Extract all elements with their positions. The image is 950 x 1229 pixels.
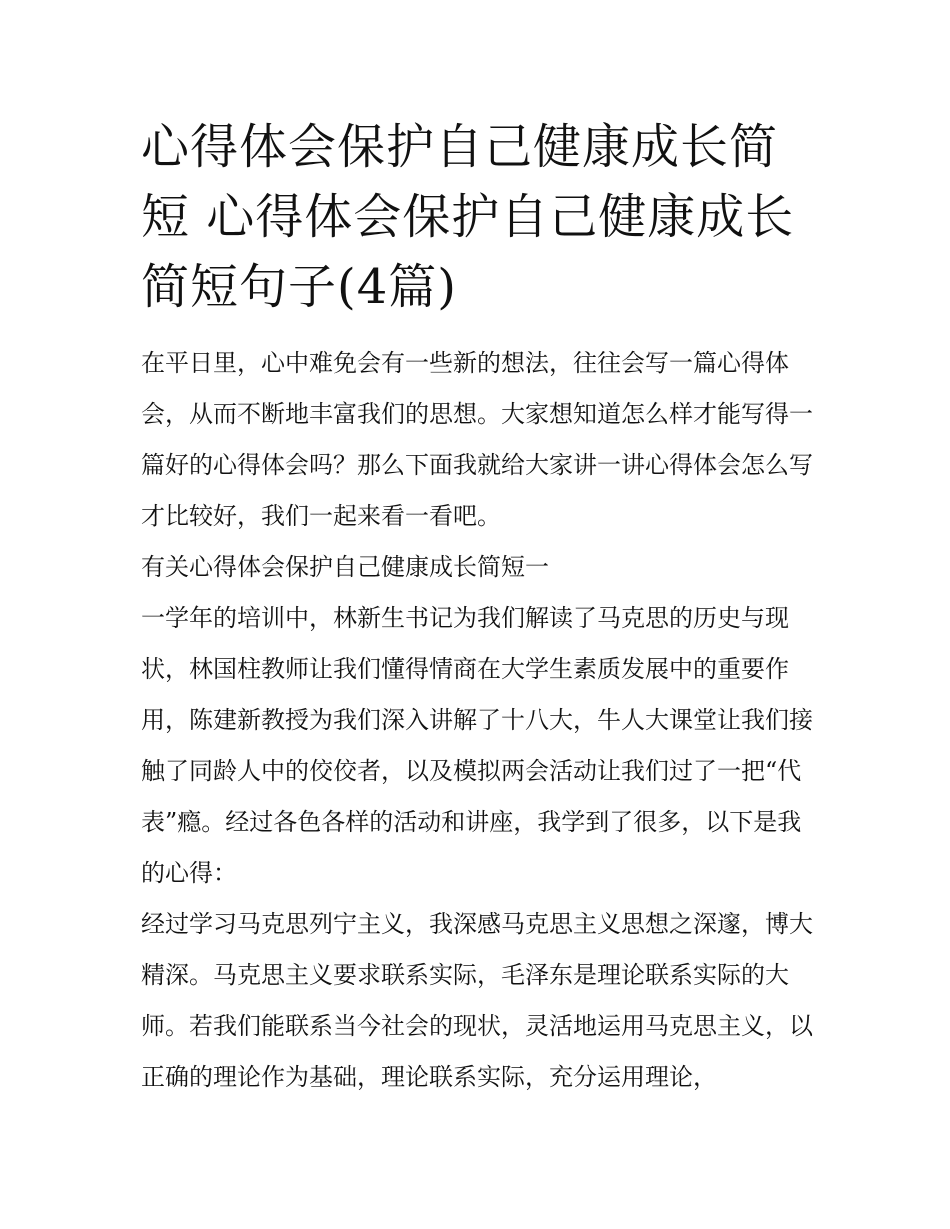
document-page bbox=[141, 112, 813, 1103]
document-title: 心得体会保护自己健康成长简短 心得体会保护自己健康成长简短句子(4篇) bbox=[141, 119, 795, 315]
body-paragraph: 经过学习马克思列宁主义，我深感马克思主义思想之深邃，博大精深。马克思主义要求联系实际，毛泽东是理论联系实际的大师。若我们能联系当今社会的现状，灵活地运用马克思主义，以正确的理论作为基础，理论联系实际，充分运用理论， bbox=[141, 910, 813, 1091]
section-heading: 有关心得体会保护自己健康成长简短一 bbox=[141, 553, 549, 581]
intro-paragraph: 在平日里，心中难免会有一些新的想法，往往会写一篇心得体会，从而不断地丰富我们的思想。大家想知道怎么样才能写得一篇好的心得体会吗？那么下面我就给大家讲一讲心得体会怎么写才比较好，我们一起来看一看吧。 bbox=[141, 349, 813, 530]
body-paragraph: 一学年的培训中，林新生书记为我们解读了马克思的历史与现状，林国柱教师让我们懂得情商在大学生素质发展中的重要作用，陈建新教授为我们深入讲解了十八大，牛人大课堂让我们接触了同龄人中的佼佼者，以及模拟两会活动让我们过了一把“代表”瘾。经过各色各样的活动和讲座，我学到了很多，以下是我的心得： bbox=[141, 604, 813, 887]
